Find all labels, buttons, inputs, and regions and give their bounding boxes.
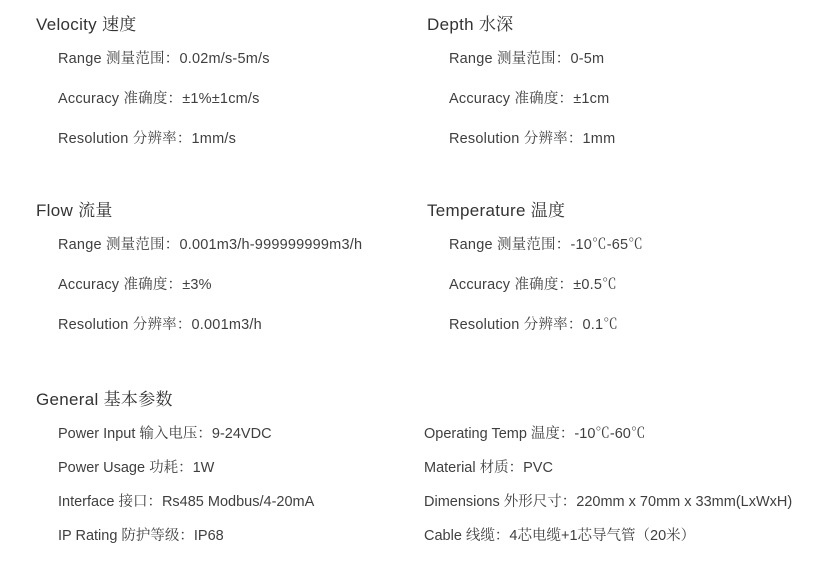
spec-cable: Cable 线缆：4芯电缆+1芯导气管（20米） — [424, 528, 696, 544]
spec-dimensions: Dimensions 外形尺寸：220mm x 70mm x 33mm(LxWxH) — [424, 494, 793, 510]
spec-flow-accuracy: Accuracy 准确度：±3% — [58, 277, 212, 293]
spec-ip-rating: IP Rating 防护等级：IP68 — [58, 528, 224, 544]
spec-velocity-resolution: Resolution 分辨率：1mm/s — [58, 131, 237, 147]
spec-block-flow — [0, 196, 396, 334]
general-row — [0, 456, 814, 490]
section-title-depth: Depth 水深 — [427, 15, 514, 34]
section-title-temperature: Temperature 温度 — [427, 201, 566, 220]
spec-flow-range: Range 测量范围：0.001m3/h-999999999m3/h — [58, 237, 363, 253]
spec-depth-range: Range 测量范围：0-5m — [449, 51, 605, 67]
section-title-general: General 基本参数 — [36, 390, 173, 409]
spec-block-depth — [396, 10, 814, 148]
general-rows — [0, 422, 814, 558]
spec-velocity-range: Range 测量范围：0.02m/s-5m/s — [58, 51, 270, 67]
spec-velocity-accuracy: Accuracy 准确度：±1%±1cm/s — [58, 91, 260, 107]
spec-row — [0, 10, 814, 148]
spec-temperature-resolution: Resolution 分辨率：0.1℃ — [449, 317, 618, 333]
spec-interface: Interface 接口：Rs485 Modbus/4-20mA — [58, 494, 315, 510]
spec-group-general — [0, 385, 814, 558]
section-title-velocity: Velocity 速度 — [36, 15, 137, 34]
spec-temperature-range: Range 测量范围：-10℃-65℃ — [449, 237, 643, 253]
spec-material: Material 材质：PVC — [424, 460, 553, 476]
spec-flow-resolution: Resolution 分辨率：0.001m3/h — [58, 317, 262, 333]
spec-block-velocity — [0, 10, 396, 148]
spec-temperature-accuracy: Accuracy 准确度：±0.5℃ — [449, 277, 617, 293]
spec-power-usage: Power Usage 功耗：1W — [58, 460, 215, 476]
general-row — [0, 524, 814, 558]
spec-row — [0, 196, 814, 334]
section-title-flow: Flow 流量 — [36, 201, 113, 220]
spec-depth-resolution: Resolution 分辨率：1mm — [449, 131, 616, 147]
spec-depth-accuracy: Accuracy 准确度：±1cm — [449, 91, 610, 107]
spec-block-temperature — [396, 196, 814, 334]
general-row — [0, 490, 814, 524]
general-row — [0, 422, 814, 456]
spec-operating-temp: Operating Temp 温度：-10℃-60℃ — [424, 426, 646, 442]
spec-group-row-1 — [0, 10, 814, 148]
spec-group-row-2 — [0, 196, 814, 334]
spec-power-input: Power Input 输入电压：9-24VDC — [58, 426, 272, 442]
